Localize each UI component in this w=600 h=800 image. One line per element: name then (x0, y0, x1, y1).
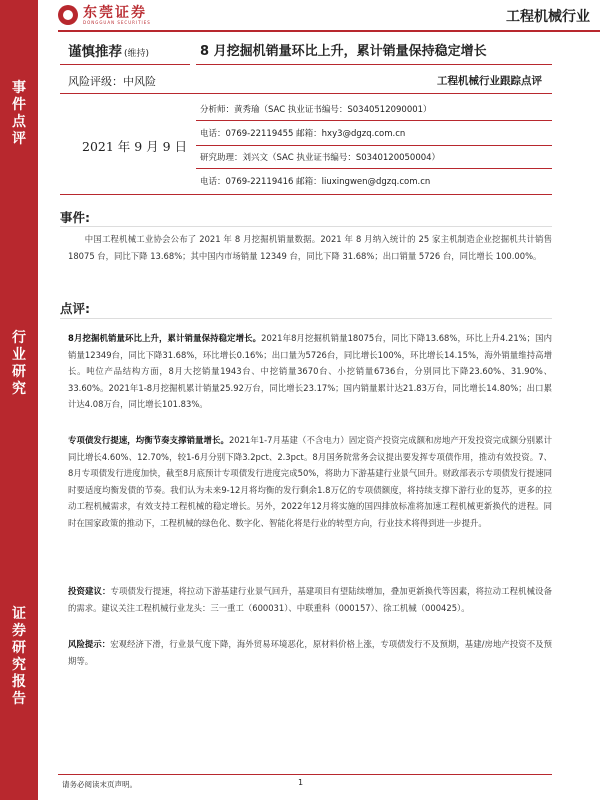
paragraph-investment (68, 583, 552, 616)
page-number: 1 (298, 778, 304, 787)
paragraph-investment-body: 专项债发行提速，将拉动下游基建行业景气回升，基建项目有望陆续增加，叠加更新换代等因素，将拉动工程机械设备的需求。建议关注工程机械行业龙头：三一重工（600031）、中联重科（000157）、徐工机械（000425）。 (68, 586, 552, 613)
analyst-contact: 电话：0769-22119455 邮箱：hxy3@dgzq.com.cn (200, 129, 406, 139)
header-bottom-divider (60, 194, 552, 195)
report-date: 2021 年 9 月 9 日 (82, 139, 188, 154)
comment-divider (60, 318, 552, 319)
paragraph-risk (68, 636, 552, 669)
rating-sub: (维持) (124, 49, 150, 59)
footer-disclaimer: 请务必阅读末页声明。 (62, 780, 137, 789)
left-sidebar (0, 0, 38, 800)
comment-heading: 点评: (60, 301, 90, 316)
logo-chinese-name: 东莞证券 (83, 4, 147, 21)
header-divider (58, 30, 600, 32)
paragraph-risk-lead: 风险提示： (68, 639, 111, 649)
rating-block (68, 40, 193, 60)
sidebar-label-event-comment: 事 件 点 评 (12, 80, 26, 147)
rating-title: 谨慎推荐 (68, 44, 122, 60)
analyst-line: 分析师：黄秀瑜（SAC 执业证书编号：S0340512090001） (200, 105, 432, 115)
company-logo (58, 2, 151, 28)
sidebar-label-industry-research: 行 业 研 究 (12, 330, 26, 397)
rating-divider (60, 64, 190, 65)
event-text: 中国工程机械工业协会公布了 2021 年 8 月挖掘机销量数据。2021 年 8 月纳入统计的 25 家主机制造企业挖掘机共计销售 18075 台，同比下降 13.68%；其中国内市场销量 12349 台，同比下降 31.68%；出口销量 5726 台，同比增长 100.00%。 (68, 234, 552, 261)
analyst-divider-3 (196, 168, 552, 169)
paragraph-bonds-body: 2021年1-7月基建（不含电力）固定资产投资完成额和房地产开发投资完成额分别累计同比增长4.60%、12.70%，较1-6月分别下降3.2pct、2.3pct。8月国务院常务会议提出要发挥专项债作用，推动有效投资。7、8月专项债发行进度加快，截至8月底预计专项债发行进度完成50%，将助力下游基建行业景气回升。财政部表示专项债发行提速同时要适度均衡发债的节奏。我们认为未来9-12月将均衡的发行剩余1.8万亿的专项债额度，将持续支撑下游行业的复苏，更多的拉动工程机械需求，有效支持工程机械的稳定增长。另外，2022年12月将实施的国四排放标准将加速工程机械更新换代的进程。同时在国家政策的推动下，工程机械的绿色化、数字化、智能化将是行业的转型方向，行业技术将得到进一步提升。 (68, 435, 552, 528)
paragraph-sales-lead: 8月挖掘机销量环比上升，累计销量保持稳定增长。 (68, 333, 262, 343)
logo-icon (58, 5, 78, 25)
page-header (58, 0, 600, 32)
assistant-contact: 电话：0769-22119416 邮箱：liuxingwen@dgzq.com.cn (200, 177, 431, 187)
paragraph-risk-body: 宏观经济下滑，行业景气度下降，海外贸易环境恶化，原材料价格上涨，专项债发行不及预期，基建/房地产投资不及预期等。 (68, 639, 553, 666)
paragraph-sales (68, 330, 552, 413)
industry-label: 工程机械行业 (506, 9, 590, 25)
event-heading: 事件: (60, 210, 90, 225)
subtitle-divider (60, 93, 552, 94)
event-divider (60, 226, 552, 227)
report-subtitle: 工程机械行业跟踪点评 (437, 75, 542, 87)
paragraph-investment-lead: 投资建议： (68, 586, 111, 596)
paragraph-bonds (68, 432, 552, 531)
paragraph-bonds-lead: 专项债发行提速，均衡节奏支撑销量增长。 (68, 435, 229, 445)
title-divider (196, 64, 552, 65)
assistant-line: 研究助理：刘兴文（SAC 执业证书编号：S0340120050004） (200, 153, 441, 163)
analyst-divider-1 (196, 120, 552, 121)
risk-rating: 风险评级：中风险 (68, 75, 156, 88)
sidebar-label-securities-report: 证 券 研 究 报 告 (12, 606, 26, 707)
paragraph-sales-body: 2021年8月挖掘机销量18075台，同比下降13.68%，环比上升4.21%；国内销量12349台，同比下降31.68%，环比增长0.16%；出口量为5726台，同比增长100%，环比增长14.15%，海外销量维持高增长。吨位产品结构方面，8月大挖销量1943台、中挖销量3670台、小挖销量6736台，分别同比下降23.60%、31.90%、33.60%。2021年1-8月挖掘机累计销量25.92万台，同比增长23.17%；国内销量累计达21.83万台，同比增长14.80%；出口累计达4.08万台，同比增长101.83%。 (68, 333, 552, 409)
analyst-divider-2 (196, 145, 552, 146)
report-title: 8 月挖掘机销量环比上升，累计销量保持稳定增长 (200, 44, 487, 59)
logo-english-name: DONGGUAN SECURITIES (83, 19, 151, 25)
footer-divider (58, 774, 552, 775)
